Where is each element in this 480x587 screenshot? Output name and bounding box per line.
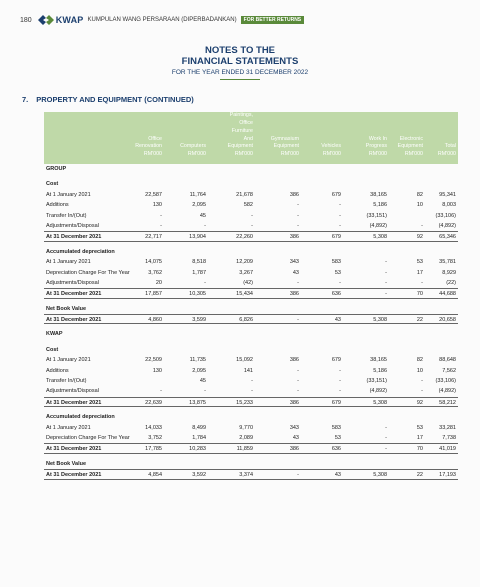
table-cell: - <box>339 222 341 229</box>
table-cell: 33,281 <box>439 424 456 431</box>
table-cell: 17,193 <box>439 472 456 479</box>
table-cell: - <box>160 222 162 229</box>
table-cell: 10 <box>416 367 423 374</box>
table-cell: 15,092 <box>236 357 253 364</box>
table-cell: - <box>385 434 387 441</box>
table-cell: 38,165 <box>370 357 387 364</box>
table-cell: (22) <box>446 279 456 286</box>
table-row <box>44 423 458 433</box>
table-cell: - <box>204 388 206 395</box>
group-heading: KWAP <box>46 331 63 338</box>
table-cell: 65,346 <box>439 234 456 241</box>
table-cell: - <box>339 212 341 219</box>
column-header-line: Equipment <box>273 143 299 150</box>
table-row <box>44 376 458 386</box>
row-label: At 1 January 2021 <box>46 424 91 431</box>
title-divider <box>220 79 260 80</box>
table-cell: 3,752 <box>148 434 162 441</box>
table-cell: 4,860 <box>148 317 162 324</box>
table-cell: 7,562 <box>442 367 456 374</box>
table-cell: - <box>385 269 387 276</box>
table-cell: - <box>297 222 299 229</box>
table-cell: 583 <box>331 424 341 431</box>
section-title: PROPERTY AND EQUIPMENT (CONTINUED) <box>36 95 194 104</box>
table-cell: 583 <box>331 259 341 266</box>
total-row <box>44 397 458 407</box>
table-cell: - <box>339 367 341 374</box>
table-cell: 13,904 <box>189 234 206 241</box>
column-header-line: And <box>243 135 253 142</box>
table-cell: - <box>339 378 341 385</box>
table-cell: 20,658 <box>439 317 456 324</box>
table-cell: 8,929 <box>442 269 456 276</box>
kwap-logo-icon <box>38 15 54 25</box>
column-header-line: Gymnasium <box>270 135 299 142</box>
table-cell: 22,260 <box>236 234 253 241</box>
table-cell: 22,587 <box>145 191 162 198</box>
column-header-line: Work In <box>368 135 387 142</box>
subheading-row <box>44 179 458 189</box>
table-cell: 22,717 <box>145 234 162 241</box>
table-header <box>44 112 458 164</box>
table-cell: 386 <box>289 446 299 453</box>
table-cell: 8,499 <box>192 424 206 431</box>
table-cell: - <box>297 212 299 219</box>
table-cell: 45 <box>199 212 206 219</box>
subheading-row <box>44 459 458 469</box>
table-cell: 3,592 <box>192 472 206 479</box>
table-cell: - <box>160 212 162 219</box>
table-cell: 53 <box>334 434 341 441</box>
subheading: Accumulated depreciation <box>46 414 115 421</box>
logo-text: KWAP <box>55 15 84 25</box>
table-cell: 11,735 <box>189 357 206 364</box>
title-block <box>0 45 480 80</box>
page-title-line2: FINANCIAL STATEMENTS <box>181 56 299 67</box>
table-cell: 53 <box>416 259 423 266</box>
row-label: At 31 December 2021 <box>46 234 102 241</box>
page-title-line1: NOTES TO THE <box>204 45 276 56</box>
total-row <box>44 231 458 241</box>
row-label: Depreciation Charge For The Year <box>46 269 130 276</box>
table-cell: 22 <box>416 472 423 479</box>
table-cell: - <box>421 378 423 385</box>
table-row <box>44 278 458 288</box>
column-header-line: Vehicles <box>321 143 341 150</box>
table-row <box>44 221 458 231</box>
table-cell: 43 <box>292 434 299 441</box>
table-cell: 130 <box>152 202 162 209</box>
column-header-line: Office <box>239 120 253 127</box>
row-label: At 1 January 2021 <box>46 191 91 198</box>
table-row <box>44 386 458 396</box>
table-cell: - <box>339 279 341 286</box>
table-cell: 5,186 <box>373 367 387 374</box>
table-cell: 386 <box>289 291 299 298</box>
table-cell: 3,267 <box>239 269 253 276</box>
column-header <box>412 143 456 159</box>
table-cell: 386 <box>289 357 299 364</box>
section-heading <box>22 95 202 104</box>
row-label: Additions <box>46 202 69 209</box>
table-cell: 17 <box>416 434 423 441</box>
column-header-line: Furniture <box>231 127 253 134</box>
column-unit: RM'000 <box>143 151 162 158</box>
table-cell: 15,434 <box>236 291 253 298</box>
column-header <box>255 136 299 159</box>
table-cell: - <box>251 378 253 385</box>
table-cell: 582 <box>243 202 253 209</box>
table-cell: 636 <box>331 291 341 298</box>
table-cell: 2,089 <box>239 434 253 441</box>
group-heading-row <box>44 329 458 339</box>
table-cell: 5,308 <box>373 399 387 406</box>
group-heading: GROUP <box>46 166 67 172</box>
table-cell: (4,892) <box>438 388 456 395</box>
table-cell: (4,892) <box>369 222 387 229</box>
subheading: Net Book Value <box>46 460 87 467</box>
table-cell: - <box>297 378 299 385</box>
row-label: At 31 December 2021 <box>46 472 102 479</box>
table-cell: - <box>385 291 387 298</box>
table-cell: 44,688 <box>439 291 456 298</box>
subheading: Cost <box>46 346 59 353</box>
total-row <box>44 314 458 324</box>
total-row <box>44 443 458 453</box>
table-cell: 3,374 <box>239 472 253 479</box>
table-cell: 10 <box>416 202 423 209</box>
table-row <box>44 366 458 376</box>
table-cell: 82 <box>416 357 423 364</box>
column-header-line: Office <box>148 135 162 142</box>
table-row <box>44 200 458 210</box>
table-cell: (4,892) <box>438 222 456 229</box>
table-cell: - <box>297 202 299 209</box>
organization-name: KUMPULAN WANG PERSARAAN (DIPERBADANKAN) <box>87 17 237 23</box>
column-header-line: Electronic <box>399 135 423 142</box>
column-unit: RM'000 <box>322 151 341 158</box>
tagline-badge: FOR BETTER RETURNS <box>241 16 305 24</box>
table-cell: (33,106) <box>435 378 456 385</box>
table-cell: 17,785 <box>145 446 162 453</box>
column-header <box>209 112 253 159</box>
table-row <box>44 190 458 200</box>
column-header <box>297 143 341 159</box>
table-cell: - <box>297 388 299 395</box>
table-cell: 20 <box>155 279 162 286</box>
column-unit: RM'000 <box>280 151 299 158</box>
table-cell: 12,209 <box>236 259 253 266</box>
table-cell: 343 <box>289 259 299 266</box>
column-unit: RM'000 <box>404 151 423 158</box>
subheading-row <box>44 345 458 355</box>
column-unit: RM'000 <box>368 151 387 158</box>
subheading: Net Book Value <box>46 305 87 312</box>
row-label: Adjustments/Disposal <box>46 222 99 229</box>
column-header-line: Paintings, <box>229 112 253 119</box>
table-row <box>44 257 458 267</box>
row-label: Depreciation Charge For The Year <box>46 434 130 441</box>
table-cell: - <box>251 222 253 229</box>
table-row <box>44 268 458 278</box>
table-cell: 17,857 <box>145 291 162 298</box>
subheading-row <box>44 247 458 257</box>
table-cell: 14,033 <box>145 424 162 431</box>
table-cell: 22,639 <box>145 399 162 406</box>
page-number: 180 <box>20 16 32 24</box>
table-body <box>44 164 458 480</box>
subheading-row <box>44 304 458 314</box>
table-cell: 82 <box>416 191 423 198</box>
table-cell: - <box>385 259 387 266</box>
table-cell: 11,859 <box>236 446 253 453</box>
table-cell: 679 <box>331 399 341 406</box>
row-label: At 31 December 2021 <box>46 446 102 453</box>
row-label: Transfer In/(Out) <box>46 378 87 385</box>
table-cell: 45 <box>199 378 206 385</box>
table-cell: 22 <box>416 317 423 324</box>
table-cell: 17 <box>416 269 423 276</box>
table-cell: - <box>297 317 299 324</box>
table-cell: 10,305 <box>189 291 206 298</box>
subheading: Accumulated depreciation <box>46 248 115 255</box>
table-cell: - <box>385 279 387 286</box>
table-cell: 8,518 <box>192 259 206 266</box>
row-label: Adjustments/Disposal <box>46 279 99 286</box>
table-cell: 679 <box>331 357 341 364</box>
table-cell: 15,233 <box>236 399 253 406</box>
subheading-row <box>44 412 458 422</box>
row-label: At 1 January 2021 <box>46 357 91 364</box>
table-cell: 679 <box>331 234 341 241</box>
table-cell: - <box>385 446 387 453</box>
table-cell: 3,762 <box>148 269 162 276</box>
table-cell: 43 <box>334 472 341 479</box>
table-cell: 2,095 <box>192 202 206 209</box>
row-label: At 31 December 2021 <box>46 317 102 324</box>
page-subtitle: FOR THE YEAR ENDED 31 DECEMBER 2022 <box>171 69 309 76</box>
table-cell: (42) <box>243 279 253 286</box>
column-unit: RM'000 <box>234 151 253 158</box>
row-label: At 31 December 2021 <box>46 399 102 406</box>
table-cell: - <box>339 388 341 395</box>
column-header-line: Equipment <box>227 143 253 150</box>
column-header-line: Progress <box>365 143 387 150</box>
table-cell: 5,308 <box>373 472 387 479</box>
table-cell: 88,648 <box>439 357 456 364</box>
table-cell: 130 <box>152 367 162 374</box>
table-cell: 41,019 <box>439 446 456 453</box>
table-cell: 7,738 <box>442 434 456 441</box>
table-cell: 10,283 <box>189 446 206 453</box>
table-cell: 11,764 <box>189 191 206 198</box>
table-cell: 92 <box>416 234 423 241</box>
table-cell: 43 <box>334 317 341 324</box>
table-cell: 14,075 <box>145 259 162 266</box>
row-label: Adjustments/Disposal <box>46 388 99 395</box>
table-cell: - <box>297 472 299 479</box>
table-cell: 386 <box>289 234 299 241</box>
table-cell: 1,784 <box>192 434 206 441</box>
table-cell: (33,151) <box>366 378 387 385</box>
column-header <box>118 136 162 159</box>
table-cell: 92 <box>416 399 423 406</box>
subheading: Cost <box>46 181 59 188</box>
group-heading-row <box>44 164 458 174</box>
table-cell: 6,826 <box>239 317 253 324</box>
row-label: Additions <box>46 367 69 374</box>
table-cell: 5,308 <box>373 234 387 241</box>
table-cell: 70 <box>416 446 423 453</box>
column-header-line: Computers <box>180 143 206 150</box>
table-cell: 2,095 <box>192 367 206 374</box>
total-row <box>44 469 458 479</box>
table-cell: - <box>204 222 206 229</box>
table-cell: 4,854 <box>148 472 162 479</box>
column-unit: RM'000 <box>437 151 456 158</box>
column-header-line: Renovation <box>135 143 162 150</box>
table-cell: (33,106) <box>435 212 456 219</box>
table-cell: 8,003 <box>442 202 456 209</box>
table-cell: 5,186 <box>373 202 387 209</box>
row-label: At 1 January 2021 <box>46 259 91 266</box>
table-cell: 343 <box>289 424 299 431</box>
table-cell: (4,892) <box>369 388 387 395</box>
column-header <box>162 143 206 159</box>
row-label: At 31 December 2021 <box>46 291 102 298</box>
table-cell: - <box>339 202 341 209</box>
table-cell: 38,165 <box>370 191 387 198</box>
table-cell: 1,787 <box>192 269 206 276</box>
table-cell: 53 <box>416 424 423 431</box>
table-cell: 22,509 <box>145 357 162 364</box>
table-cell: 9,770 <box>239 424 253 431</box>
table-cell: - <box>204 279 206 286</box>
table-cell: - <box>385 424 387 431</box>
table-row <box>44 433 458 443</box>
column-unit: RM'000 <box>187 151 206 158</box>
table-cell: 386 <box>289 399 299 406</box>
table-cell: - <box>160 388 162 395</box>
column-header-line: Total <box>444 143 456 150</box>
table-cell: - <box>421 222 423 229</box>
table-cell: 386 <box>289 191 299 198</box>
table-cell: - <box>251 212 253 219</box>
table-cell: 679 <box>331 191 341 198</box>
table-row <box>44 355 458 365</box>
table-cell: (33,151) <box>366 212 387 219</box>
table-cell: 43 <box>292 269 299 276</box>
table-cell: - <box>297 367 299 374</box>
page-header <box>20 14 304 26</box>
table-cell: - <box>421 388 423 395</box>
row-label: Transfer In/(Out) <box>46 212 87 219</box>
table-cell: 636 <box>331 446 341 453</box>
table-row <box>44 211 458 221</box>
table-cell: 53 <box>334 269 341 276</box>
total-row <box>44 288 458 298</box>
table-cell: 3,599 <box>192 317 206 324</box>
table-cell: 13,875 <box>189 399 206 406</box>
property-equipment-table <box>44 112 458 480</box>
table-cell: 35,781 <box>439 259 456 266</box>
section-number: 7. <box>22 95 29 104</box>
table-cell: 141 <box>243 367 253 374</box>
table-cell: 21,678 <box>236 191 253 198</box>
table-cell: 70 <box>416 291 423 298</box>
table-cell: - <box>251 388 253 395</box>
column-header-line: Equipment <box>397 143 423 150</box>
table-cell: 5,308 <box>373 317 387 324</box>
table-cell: 58,212 <box>439 399 456 406</box>
table-cell: 95,341 <box>439 191 456 198</box>
table-cell: - <box>297 279 299 286</box>
table-cell: - <box>421 279 423 286</box>
